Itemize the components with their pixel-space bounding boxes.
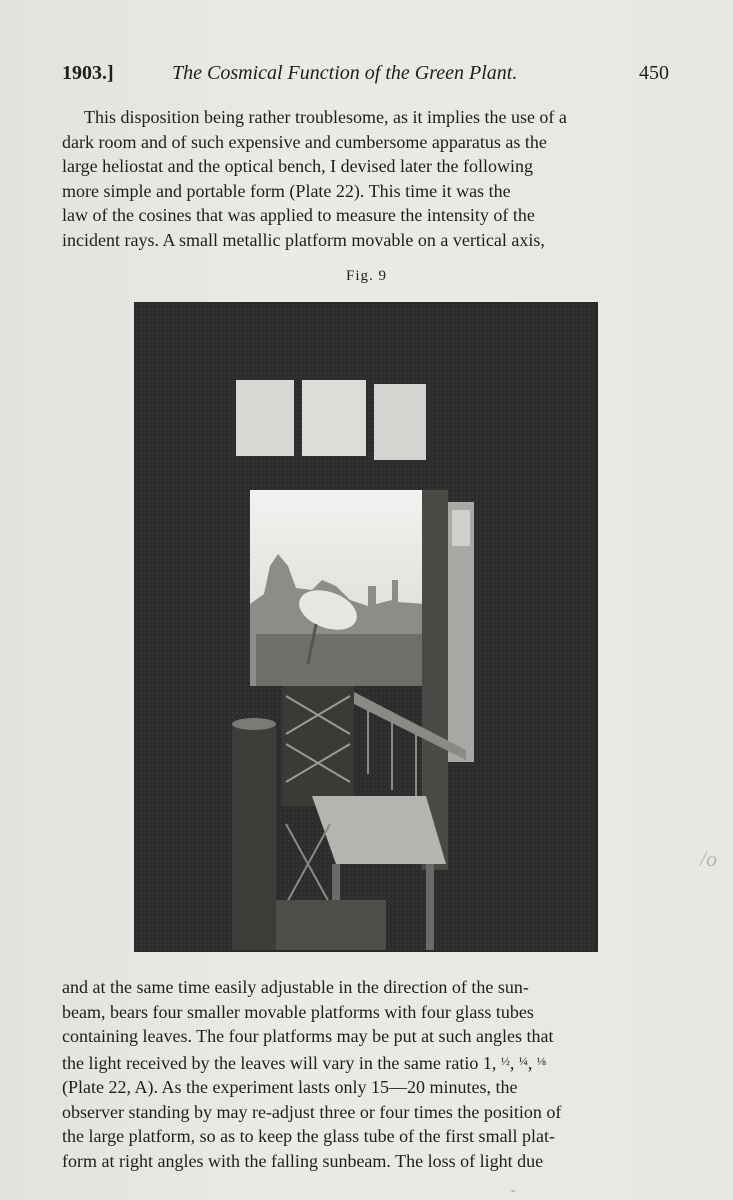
door-leaf-highlight [452, 510, 470, 546]
ledge-top [232, 718, 276, 730]
photo-illustration [136, 304, 596, 950]
paragraph-2 [62, 975, 668, 1173]
paragraph-1-line: dark room and of such expensive and cumbersome apparatus as the [62, 131, 547, 152]
table-leg [426, 864, 434, 950]
left-ledge [232, 724, 276, 950]
paragraph-1-line: incident rays. A small metallic platform movable on a vertical axis, [62, 229, 545, 250]
ratio-half: ½ [500, 1053, 510, 1068]
paragraph-1-line: large heliostat and the optical bench, I devised later the following [62, 156, 534, 176]
paragraph-2-line: beam, bears four smaller movable platforms with four glass tubes [62, 1001, 534, 1022]
floor-shadow [276, 900, 386, 950]
header-year: 1903.] [62, 62, 114, 84]
paragraph-2-line: the large platform, so as to keep the glass tube of the first small plat- [62, 1126, 556, 1146]
paragraph-1-line: law of the cosines that was applied to measure the intensity of the [62, 205, 535, 225]
paragraph-1-line: This disposition being rather troublesome, as it implies the use of a [84, 107, 567, 127]
margin-pencil-mark: /o [700, 846, 718, 871]
transom-pane-right [374, 384, 426, 460]
paragraph-1 [62, 105, 668, 252]
header-running-title: The Cosmical Function of the Green Plant. [172, 62, 518, 84]
bottom-mark: - [511, 1183, 515, 1197]
header-page-number: 450 [639, 62, 669, 84]
paragraph-1-line: more simple and portable form (Plate 22). This time it was the [62, 180, 511, 201]
apparatus-stand [282, 686, 354, 806]
running-header [62, 62, 669, 92]
ratio-sentence: the light received by the leaves will vary in the same ratio 1, [62, 1052, 497, 1073]
figure-photograph [134, 302, 598, 952]
ratio-quarter: ¼ [518, 1053, 528, 1068]
paragraph-2-line: and at the same time easily adjustable in the direction of the sun- [62, 977, 529, 997]
transom-pane-center [302, 380, 366, 456]
figure-caption: Fig. 9 [345, 268, 387, 284]
paragraph-2-line: containing leaves. The four platforms may be put at such angles that [62, 1026, 554, 1046]
paragraph-2-line: (Plate 22, A). As the experiment lasts only 15—20 minutes, the [62, 1077, 518, 1097]
ratio-eighth: ⅛ [536, 1053, 546, 1068]
rooftops [256, 634, 426, 686]
paragraph-2-line: observer standing by may re-adjust three or four times the position of [62, 1101, 562, 1122]
paragraph-2-line: the light received by the leaves will vary in the same ratio 1, $^{\frac{1}{2}}$, $^{\frac{1}{4}}$, $^{\frac{1}{8}}$ [62, 1052, 546, 1073]
transom-pane-left [236, 380, 294, 456]
paragraph-2-line: form at right angles with the falling sunbeam. The loss of light due [62, 1150, 544, 1171]
